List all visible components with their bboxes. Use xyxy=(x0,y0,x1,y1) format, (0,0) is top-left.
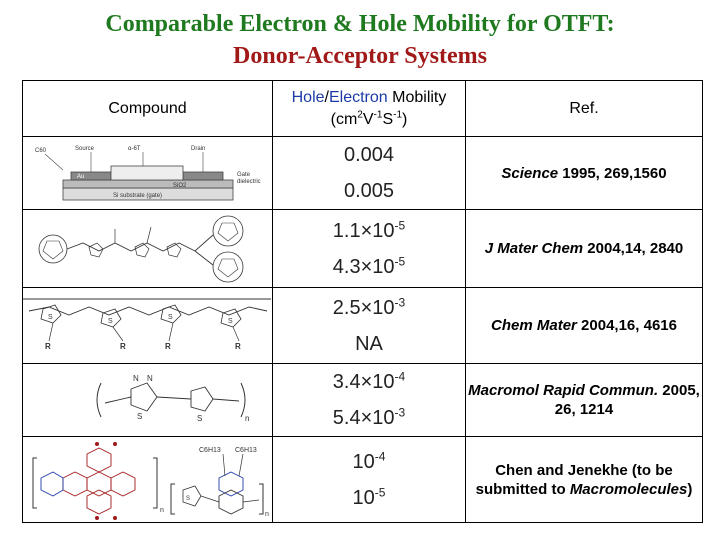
svg-text:R: R xyxy=(235,341,241,351)
svg-text:Gate: Gate xyxy=(237,172,251,178)
svg-text:S: S xyxy=(168,313,173,321)
header-units: $(cm^2V^{-1}S^{-1})$ xyxy=(330,109,408,128)
reference-4: Macromol Rapid Commun. 2005, 26, 1214 xyxy=(466,364,703,437)
svg-text:Au: Au xyxy=(77,174,85,180)
svg-text:S: S xyxy=(228,317,233,325)
svg-text:R: R xyxy=(120,341,126,351)
svg-text:n: n xyxy=(265,510,269,518)
svg-text:C6H13: C6H13 xyxy=(199,446,221,454)
svg-text:SiO2: SiO2 xyxy=(173,183,187,189)
header-mobility-word: Mobility xyxy=(387,88,447,106)
svg-text:S: S xyxy=(186,495,191,502)
electron-mobility-1: 0.005 xyxy=(343,180,395,202)
svg-text:C6H13: C6H13 xyxy=(235,446,257,454)
header-ref xyxy=(466,81,703,137)
svg-text:R: R xyxy=(45,341,51,351)
electron-mobility-2: $4.3\times 10^{-5}$ xyxy=(332,253,406,278)
compound-structure-3 xyxy=(23,288,273,364)
header-ref-label: Ref. xyxy=(569,99,599,117)
table-row xyxy=(23,210,703,288)
electron-mobility-5: $10^{-5}$ xyxy=(352,484,386,509)
otft-device-diagram-icon xyxy=(23,140,271,206)
compound-structure-4 xyxy=(23,364,273,437)
svg-text:S: S xyxy=(108,317,113,325)
mobility-cell-5 xyxy=(273,437,466,523)
title-line-2: Donor-Acceptor Systems xyxy=(233,43,487,69)
svg-text:Source: Source xyxy=(75,146,95,152)
perylene-diimide-quinoxaline-structure-icon xyxy=(23,438,271,522)
svg-text:S: S xyxy=(137,412,143,421)
slide-title xyxy=(0,8,720,72)
svg-text:N: N xyxy=(133,374,139,383)
table-header-row xyxy=(23,81,703,137)
svg-text:n: n xyxy=(160,506,164,514)
hole-mobility-2: $1.1\times 10^{-5}$ xyxy=(332,217,406,242)
svg-text:Drain: Drain xyxy=(191,146,206,152)
svg-text:C60: C60 xyxy=(35,148,47,154)
reference-1: Science 1995, 269,1560 xyxy=(466,137,703,210)
title-line-1: Comparable Electron & Hole Mobility for OTFT: xyxy=(105,11,615,37)
hole-mobility-4: $3.4\times 10^{-4}$ xyxy=(332,369,406,393)
svg-text:S: S xyxy=(48,313,53,321)
table-row xyxy=(23,137,703,210)
svg-text:α-6T: α-6T xyxy=(128,146,141,152)
hole-mobility-1: 0.004 xyxy=(343,144,395,166)
reference-5: Chen and Jenekhe (to be submitted to Macromolecules) xyxy=(466,437,703,523)
svg-text:dielectric: dielectric xyxy=(237,179,261,185)
electron-mobility-3: NA xyxy=(355,332,383,355)
svg-text:R: R xyxy=(165,341,171,351)
mobility-cell-1 xyxy=(273,137,466,210)
hole-mobility-5: $10^{-4}$ xyxy=(352,448,386,473)
table-row xyxy=(23,437,703,523)
table-row xyxy=(23,364,703,437)
svg-text:N: N xyxy=(147,374,153,383)
reference-2: J Mater Chem 2004,14, 2840 xyxy=(466,210,703,288)
electron-mobility-4: $5.4\times 10^{-3}$ xyxy=(332,405,406,429)
svg-text:Si substrate (gate): Si substrate (gate) xyxy=(113,193,163,199)
fullerene-oligothiophene-structure-icon xyxy=(23,211,271,287)
header-hole-label: Hole xyxy=(291,88,325,106)
thiadiazole-thiophene-structure-icon xyxy=(23,367,271,433)
polythiophene-structure-icon xyxy=(23,289,271,363)
mobility-cell-3 xyxy=(273,288,466,364)
header-compound xyxy=(23,81,273,137)
hole-mobility-3: $2.5\times 10^{-3}$ xyxy=(332,294,406,319)
compound-structure-5 xyxy=(23,437,273,523)
svg-text:n: n xyxy=(245,414,250,423)
mobility-table xyxy=(22,80,703,523)
header-electron-label: Electron xyxy=(328,88,388,106)
reference-3: Chem Mater 2004,16, 4616 xyxy=(466,288,703,364)
mobility-cell-2 xyxy=(273,210,466,288)
compound-structure-2 xyxy=(23,210,273,288)
svg-text:S: S xyxy=(197,414,203,423)
mobility-cell-4 xyxy=(273,364,466,437)
header-mobility xyxy=(273,81,466,137)
header-compound-label: Compound xyxy=(108,99,187,117)
header-slash: / xyxy=(324,88,329,106)
table-row xyxy=(23,288,703,364)
compound-structure-1 xyxy=(23,137,273,210)
